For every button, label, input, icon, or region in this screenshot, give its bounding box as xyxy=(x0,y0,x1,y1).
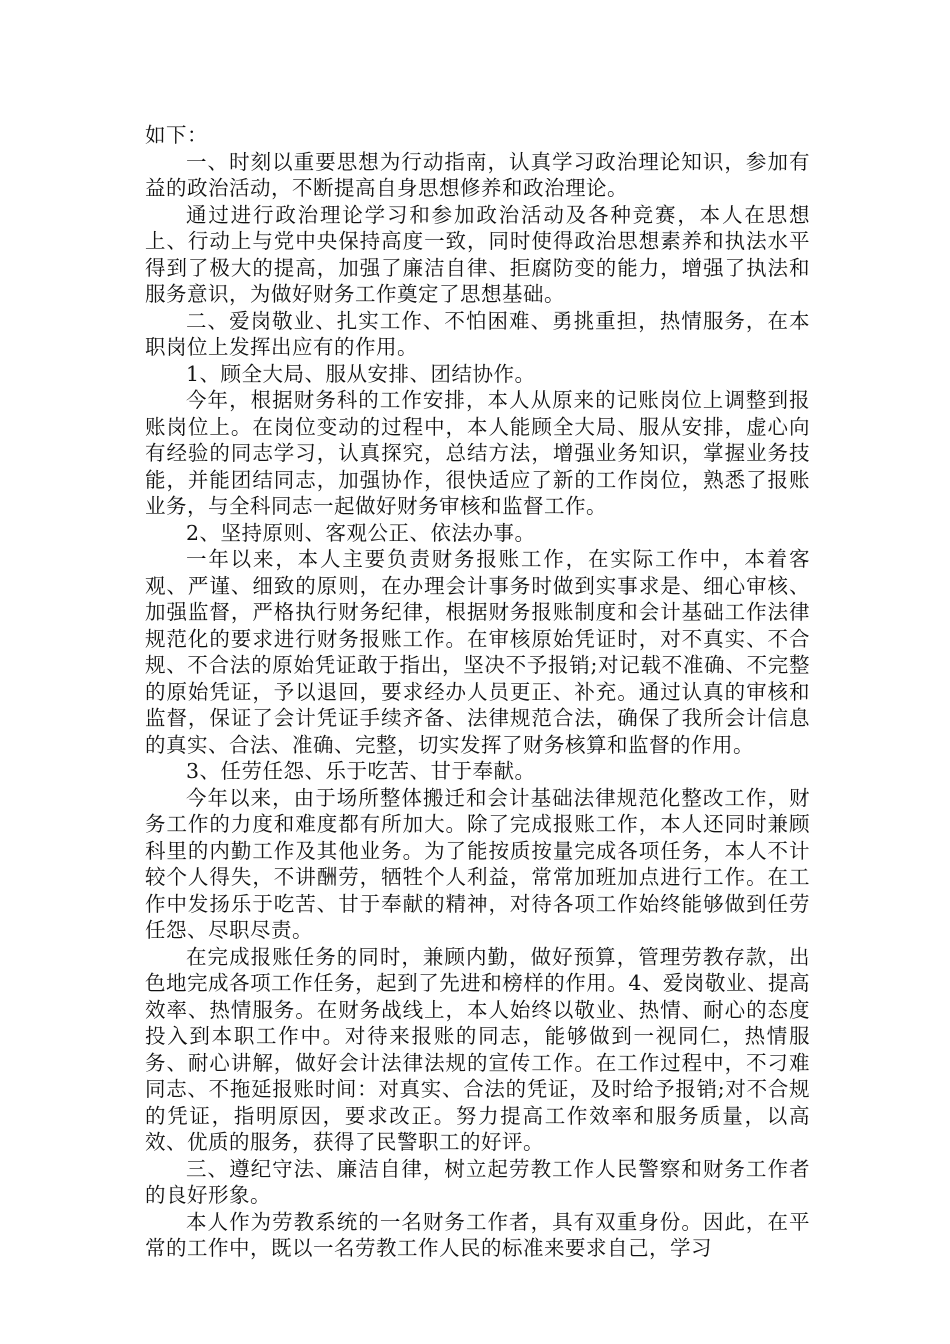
paragraph-section-2-heading: 二、爱岗敬业、扎实工作、不怕困难、勇挑重担，热情服务，在本职岗位上发挥出应有的作用。 xyxy=(145,308,810,359)
paragraph-item-1-body: 今年，根据财务科的工作安排，本人从原来的记账岗位上调整到报账岗位上。在岗位变动的过程中，本人能顾全大局、服从安排，虚心向有经验的同志学习，认真探究，总结方法，增强业务知识，掌握业务技能，并能团结同志，加强协作，很快适应了新的工作岗位，熟悉了报账业务，与全科同志一起做好财务审核和监督工作。 xyxy=(145,388,810,518)
paragraph-item-4-body: 在完成报账任务的同时，兼顾内勤，做好预算，管理劳教存款，出色地完成各项工作任务，起到了先进和榜样的作用。4、爱岗敬业、提高效率、热情服务。在财务战线上，本人始终以敬业、热情、耐心的态度投入到本职工作中。对待来报账的同志，能够做到一视同仁，热情服务、耐心讲解，做好会计法律法规的宣传工作。在工作过程中，不刁难同志、不拖延报账时间：对真实、合法的凭证，及时给予报销;对不合规的凭证，指明原因，要求改正。努力提高工作效率和服务质量，以高效、优质的服务，获得了民警职工的好评。 xyxy=(145,944,810,1154)
paragraph-item-2-heading: 2、坚持原则、客观公正、依法办事。 xyxy=(186,520,536,545)
paragraph-intro: 如下： xyxy=(145,123,208,147)
paragraph-item-1-heading: 1、顾全大局、服从安排、团结协作。 xyxy=(186,361,536,386)
document-body xyxy=(145,122,810,1262)
paragraph-item-3-body: 今年以来，由于场所整体搬迁和会计基础法律规范化整改工作，财务工作的力度和难度都有所加大。除了完成报账工作，本人还同时兼顾科里的内勤工作及其他业务。为了能按质按量完成各项任务，本人不计较个人得失，不讲酬劳，牺牲个人利益，常常加班加点进行工作。在工作中发扬乐于吃苦、甘于奉献的精神，对待各项工作始终能够做到任劳任怨、尽职尽责。 xyxy=(145,785,810,942)
paragraph-section-1-heading: 一、时刻以重要思想为行动指南，认真学习政治理论知识，参加有益的政治活动，不断提高自身思想修养和政治理论。 xyxy=(145,149,810,200)
paragraph-item-3-heading: 3、任劳任怨、乐于吃苦、甘于奉献。 xyxy=(186,759,536,783)
paragraph-section-3-body: 本人作为劳教系统的一名财务工作者，具有双重身份。因此，在平常的工作中，既以一名劳教工作人民的标准来要求自己，学习 xyxy=(145,1209,810,1260)
paragraph-item-2-body: 一年以来，本人主要负责财务报账工作，在实际工作中，本着客观、严谨、细致的原则，在办理会计事务时做到实事求是、细心审核、加强监督，严格执行财务纪律，根据财务报账制度和会计基础工作法律规范化的要求进行财务报账工作。在审核原始凭证时，对不真实、不合规、不合法的原始凭证敢于指出，坚决不予报销;对记载不准确、不完整的原始凭证，予以退回，要求经办人员更正、补充。通过认真的审核和监督，保证了会计凭证手续齐备、法律规范合法，确保了我所会计信息的真实、合法、准确、完整，切实发挥了财务核算和监督的作用。 xyxy=(145,547,810,757)
paragraph-section-3-heading: 三、遵纪守法、廉洁自律，树立起劳教工作人民警察和财务工作者的良好形象。 xyxy=(145,1156,810,1207)
paragraph-section-1-body: 通过进行政治理论学习和参加政治活动及各种竞赛，本人在思想上、行动上与党中央保持高度一致，同时使得政治思想素养和执法水平得到了极大的提高，加强了廉洁自律、拒腐防变的能力，增强了执法和服务意识，为做好财务工作奠定了思想基础。 xyxy=(145,202,810,306)
